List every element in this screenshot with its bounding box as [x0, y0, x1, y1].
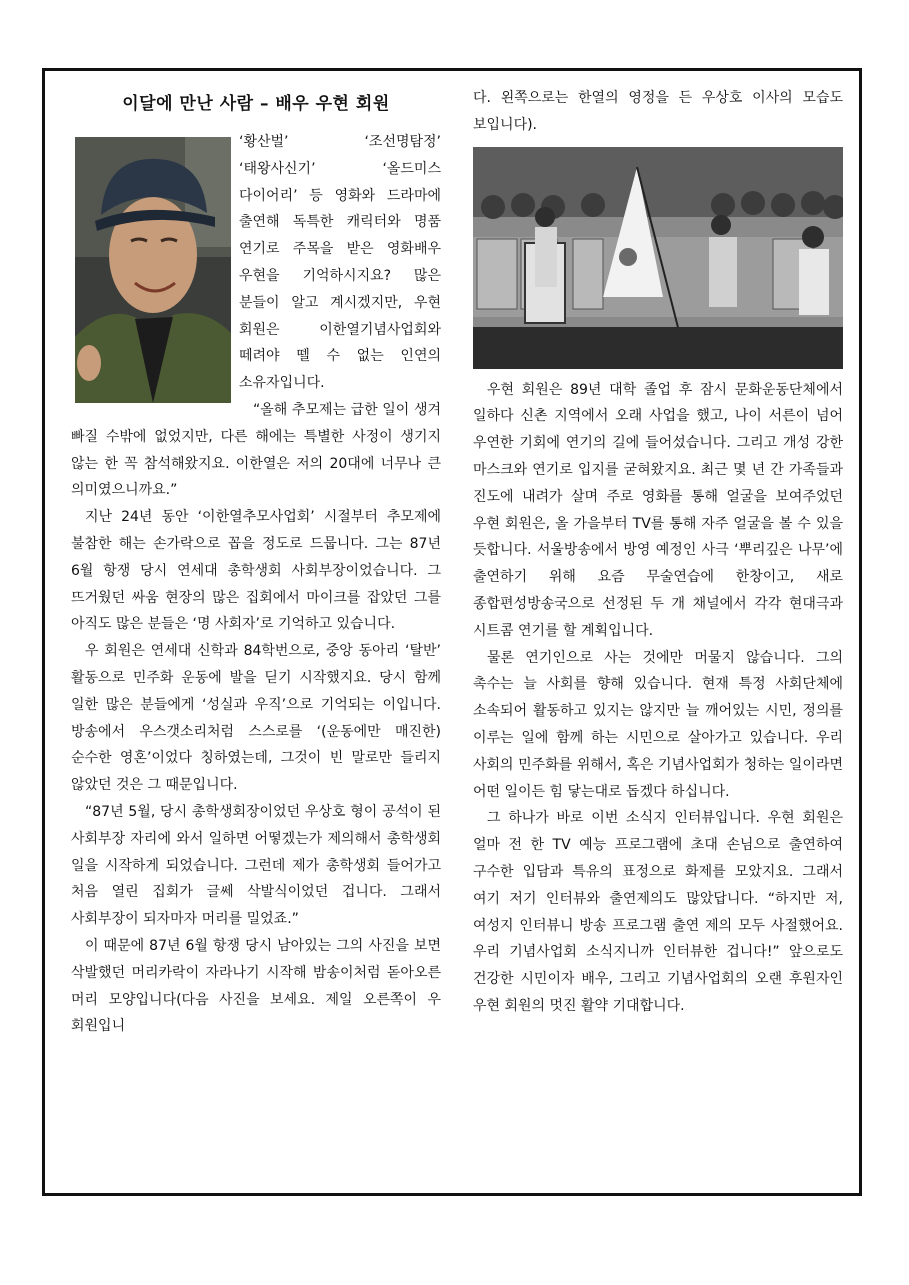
newsletter-frame	[42, 68, 862, 1196]
portrait-photo	[75, 137, 231, 403]
intro-paragraph: ‘황산벌’ ‘조선명탐정’ ‘태왕사신기’ ‘올드미스 다이어리’ 등 영화와 드라마에 출연해 독특한 캐릭터와 명품 연기로 주목을 받은 영화배우 우현을 기억하시지요? 많은 분들이 알고 계시겠지만, 우현 회원은 이한열기념사업회와 떼려야 뗄 수 없는 인연의 소유자입니다.	[239, 134, 441, 392]
protest-photo	[473, 147, 843, 369]
continued-paragraph: 다. 왼쪽으로는 한열의 영정을 든 우상호 이사의 모습도 보입니다).	[473, 90, 843, 133]
quote-paragraph-2: “87년 5월, 당시 총학생회장이었던 우상호 형이 공석이 된 사회부장 자리에 와서 일하면 어떻겠는가 제의해서 총학생회 일을 시작하게 되었습니다. 그런데 제가 총학생회 들어가고 처음 열린 집회가 글쎄 삭발식이었던 겁니다. 그래서 사회부장이 되자마자 머리를 밀었죠.”	[71, 803, 441, 928]
body-paragraph-5: 물론 연기인으로 사는 것에만 머물지 않습니다. 그의 촉수는 늘 사회를 향해 있습니다. 현재 특정 사회단체에 소속되어 활동하고 있지는 않지만 늘 깨어있는 시민, 정의를 이루는 일에 함께 하는 시민으로 살아가고 있습니다. 우리 사회의 민주화를 위해서, 혹은 기념사업회가 청하는 일이라면 어떤 일이든 힘 닿는대로 돕겠다 하십니다.	[473, 649, 843, 800]
left-column	[71, 71, 441, 1040]
body-paragraph-6: 그 하나가 바로 이번 소식지 인터뷰입니다. 우현 회원은 얼마 전 한 TV 예능 프로그램에 초대 손님으로 출연하여 구수한 입담과 특유의 표정으로 화제를 모았지요. 그래서 여기 저기 인터뷰와 출연제의도 많았답니다. “하지만 저, 여성지 인터뷰니 방송 프로그램 출연 제의 모두 사절했어요. 우리 기념사업회 소식지니까 인터뷰한 겁니다!” 앞으로도 건강한 시민이자 배우, 그리고 기념사업회의 오랜 후원자인 우현 회원의 멋진 활약 기대합니다.	[473, 810, 843, 1014]
quote-paragraph-1: “올해 추모제는 급한 일이 생겨 빠질 수밖에 없었지만, 다른 해에는 특별한 사정이 생기지 않는 한 꼭 참석해왔지요. 이한열은 저의 20대에 너무나 큰 의미였으니까요.”	[71, 401, 441, 499]
right-column	[473, 71, 843, 1020]
body-paragraph-4: 우현 회원은 89년 대학 졸업 후 잠시 문화운동단체에서 일하다 신촌 지역에서 오래 사업을 했고, 나이 서른이 넘어 우연한 기회에 연기의 길에 들어섰습니다. 그리고 개성 강한 마스크와 연기로 입지를 굳혀왔지요. 최근 몇 년 간 가족들과 진도에 내려가 살며 주로 영화를 통해 얼굴을 보여주었던 우현 회원은, 올 가을부터 TV를 통해 자주 얼굴을 볼 수 있을 듯합니다. 서울방송에서 방영 예정인 사극 ‘뿌리깊은 나무’에 출연하기 위해 요즘 무술연습에 한창이고, 새로 종합편성방송국으로 선정된 두 개 채널에서 각각 현대극과 시트콤 연기를 할 계획입니다.	[473, 381, 843, 639]
article-title: 이달에 만난 사람 – 배우 우현 회원	[122, 94, 390, 114]
body-paragraph-3: 이 때문에 87년 6월 항쟁 당시 남아있는 그의 사진을 보면 삭발했던 머리카락이 자라나기 시작해 밤송이처럼 돋아오른 머리 모양입니다(다음 사진을 보세요. 제일 오른쪽이 우 회원입니	[71, 937, 441, 1035]
body-paragraph-2: 우 회원은 연세대 신학과 84학번으로, 중앙 동아리 ‘탈반’ 활동으로 민주화 운동에 발을 딛기 시작했지요. 당시 함께 일한 많은 분들에게 ‘성실과 우직’으로 기억되는 이입니다. 방송에서 우스갯소리처럼 스스로를 ‘(운동에만 매진한) 순수한 영혼’이었다 칭하였는데, 그것이 빈 말로만 들리지 않았던 것은 그 때문입니다.	[71, 643, 441, 794]
body-paragraph-1: 지난 24년 동안 ‘이한열추모사업회’ 시절부터 추모제에 불참한 해는 손가락으로 꼽을 정도로 드뭅니다. 그는 87년 6월 항쟁 당시 연세대 총학생회 사회부장이었습니다. 그 뜨거웠던 싸움 현장의 많은 집회에서 마이크를 잡았던 그를 아직도 많은 분들은 ‘명 사회자’로 기억하고 있습니다.	[71, 509, 441, 633]
